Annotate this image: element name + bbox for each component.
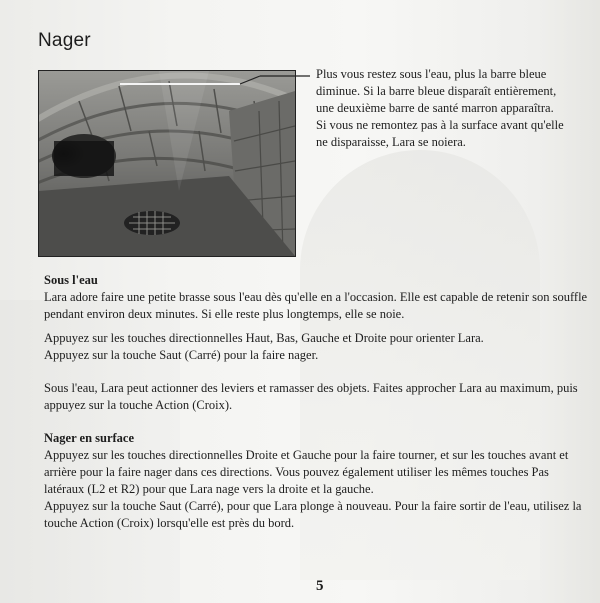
underwater-tunnel-screenshot <box>38 70 296 257</box>
callout-line <box>120 72 310 92</box>
paragraph: Appuyez sur les touches directionnelles Haut, Bas, Gauche et Droite pour orienter Lara. <box>44 331 484 345</box>
section-leviers <box>44 380 592 414</box>
section-heading: Sous l'eau <box>44 273 98 287</box>
section-heading: Nager en surface <box>44 431 135 445</box>
section-nager-en-surface <box>44 430 592 532</box>
paragraph: Lara adore faire une petite brasse sous l'eau dès qu'elle en a l'occasion. Elle est capable de retenir son souffle pendant environ deux minutes. Si elle reste plus longtemps, elle se noie. <box>44 290 588 321</box>
section-orienter <box>44 330 592 364</box>
page-title: Nager <box>38 30 91 51</box>
screenshot-caption: Plus vous restez sous l'eau, plus la barre bleue diminue. Si la barre bleue disparaît entièrement, une deuxième barre de santé marron apparaîtra. Si vous ne remontez pas à la surface avant qu'elle ne disparaisse, Lara se noiera. <box>316 67 564 149</box>
page-number: 5 <box>316 578 324 594</box>
paragraph: Appuyez sur la touche Saut (Carré) pour la faire nager. <box>44 348 319 362</box>
paragraph: Appuyez sur la touche Saut (Carré), pour que Lara plonge à nouveau. Pour la faire sortir de l'eau, utilisez la touche Action (Croix) lorsqu'elle est près du bord. <box>44 499 582 530</box>
paragraph: Sous l'eau, Lara peut actionner des leviers et ramasser des objets. Faites approcher Lara au maximum, puis appuyez sur la touche Action (Croix). <box>44 381 578 412</box>
paragraph: Appuyez sur les touches directionnelles Droite et Gauche pour la faire tourner, et sur les touches avant et arrière pour la faire nager dans ces directions. Vous pouvez également utiliser les mêmes touches Pas latéraux (L2 et R2) pour que Lara nage vers la droite et la gauche. <box>44 448 569 496</box>
section-sous-leau <box>44 272 592 323</box>
